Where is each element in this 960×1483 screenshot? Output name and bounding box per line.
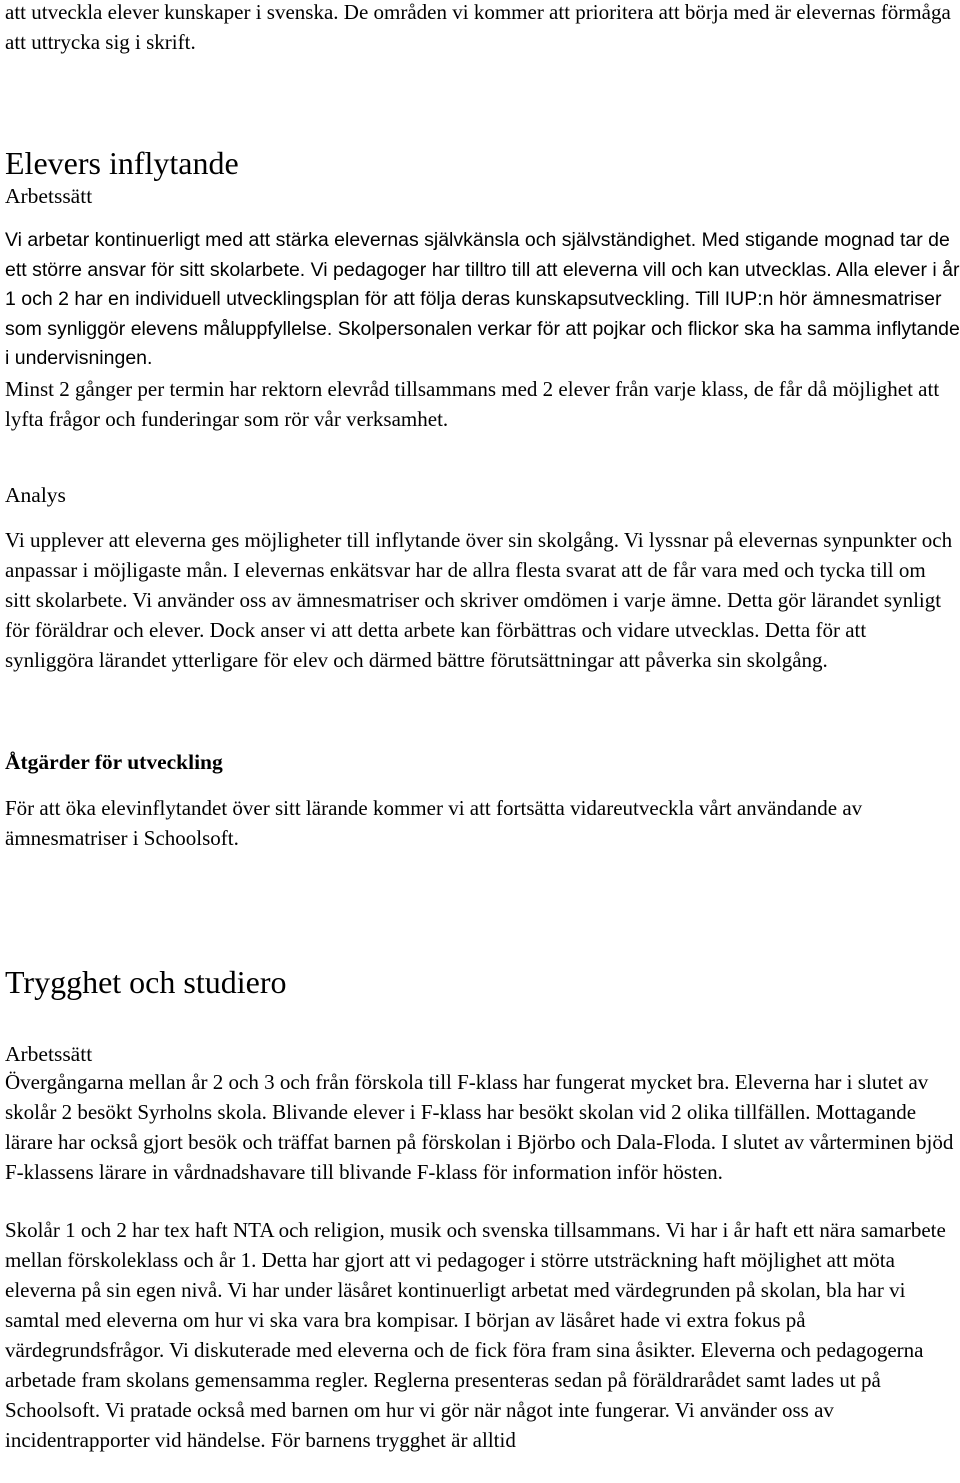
subheading-analys: Analys [5,483,66,507]
section-title-trygghet: Trygghet och studiero [5,964,287,1000]
atgarder-paragraph: För att öka elevinflytandet över sitt lärande kommer vi att fortsätta vidareutveckla vårt användande av ämnesmatriser i Schoolsoft. [5,796,863,850]
subheading-atgarder: Åtgärder för utveckling [5,750,223,774]
samarbete-paragraph: Skolår 1 och 2 har tex haft NTA och religion, musik och svenska tillsammans. Vi har i år haft ett nära samarbete mellan förskoleklass och år 1. Detta har gjort att vi pedagoger i större utsträckning haft möjlighet att möta eleverna på sin egen nivå. Vi har under läsåret kontinuerligt arbetat med värdegrunden på skolan, bla har vi samtal med eleverna om hur vi ska vara bra kompisar. I början av läsåret hade vi extra fokus på värdegrundsfrågor. Vi diskuterade med eleverna och de fick föra fram sina åsikter. Eleverna och pedagogerna arbetade fram skolans gemensamma regler. Reglerna presenteras sedan på föräldrarådet samt lades ut på Schoolsoft. Vi pratade också med barnen om hur vi gör när något inte fungerar. Vi använder oss av incidentrapporter vid händelse. För barnens trygghet är alltid [5,1218,946,1452]
elevrad-paragraph: Minst 2 gånger per termin har rektorn elevråd tillsammans med 2 elever från varje klass, de får då möjlighet att lyfta frågor och funderingar som rör vår verksamhet. [5,377,940,431]
overgangar-paragraph: Övergångarna mellan år 2 och 3 och från förskola till F-klass har fungerat mycket bra. Eleverna har i slutet av skolår 2 besökt Syrholns skola. Blivande elever i F-klass har besökt skolan vid 2 olika tillfällen. Mottagande lärare har också gjort besök och träffat barnen på förskolan i Björbo och Dala-Floda. I slutet av vårterminen bjöd F-klassens lärare in vårdnadshavare till blivande F-klass för information inför hösten. [5,1070,954,1184]
subheading-arbetssatt: Arbetssätt [5,184,93,208]
subheading-arbetssatt-trygghet: Arbetssätt [5,1042,93,1066]
analys-paragraph: Vi upplever att eleverna ges möjligheter till inflytande över sin skolgång. Vi lyssnar på elevernas synpunkter och anpassar i möjligaste mån. I elevernas enkätsvar har de allra flesta svarat att de får vara med och tycka till om sitt skolarbete. Vi använder oss av ämnesmatriser och skriver omdömen i varje ämne. Detta gör lärandet synligt för föräldrar och elever. Dock anser vi att detta arbete kan förbättras och vidare utvecklas. Detta för att synliggöra lärandet ytterligare för elev och därmed bättre förutsättningar att påverka sin skolgång. [5,528,953,672]
intro-paragraph: att utveckla elever kunskaper i svenska. De områden vi kommer att prioritera att börja med är elevernas förmåga att uttrycka sig i skrift. [5,0,951,54]
arbetssatt-paragraph: Vi arbetar kontinuerligt med att stärka elevernas självkänsla och självständighet. Med stigande mognad tar de ett större ansvar för sitt skolarbete. Vi pedagoger har tilltro till att eleverna vill och kan utvecklas. Alla elever i år 1 och 2 har en individuell utvecklingsplan för att följa deras kunskapsutveckling. Till IUP:n hör ämnesmatriser som synliggör elevens måluppfyllelse. Skolpersonalen verkar för att pojkar och flickor ska ha samma inflytande i undervisningen. [5,229,960,369]
section-title-elevers-inflytande: Elevers inflytande [5,145,239,181]
